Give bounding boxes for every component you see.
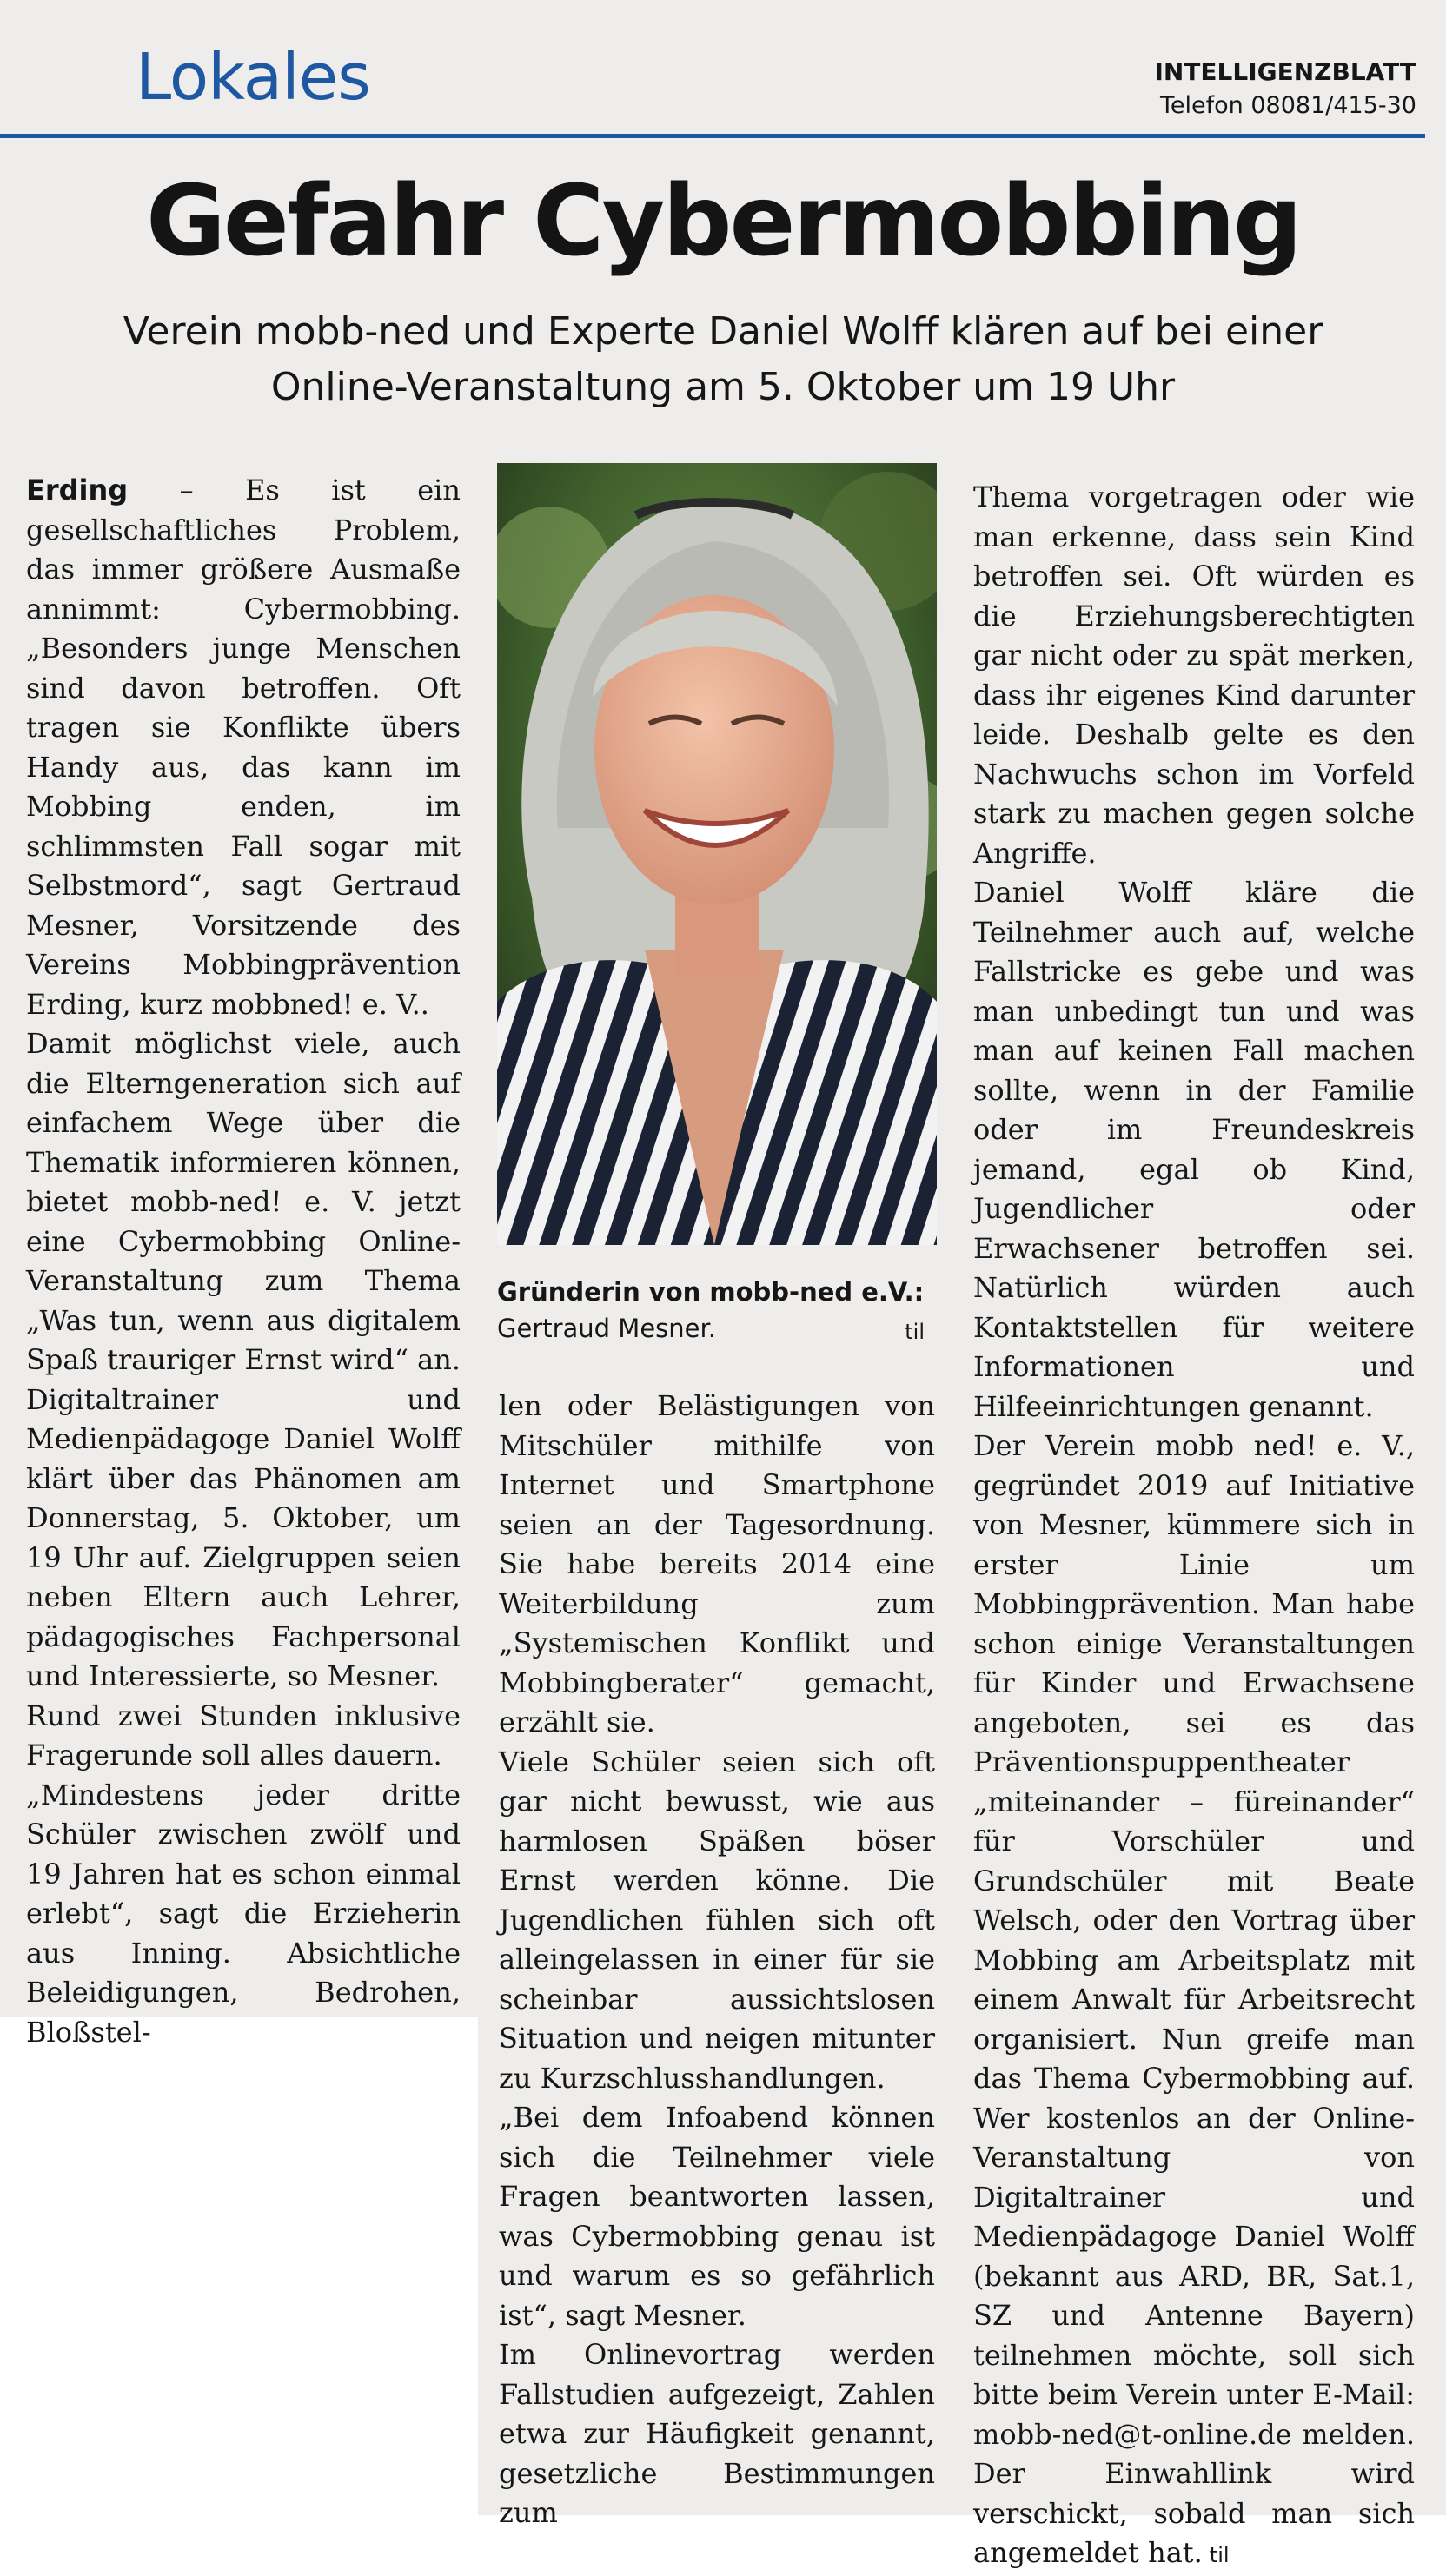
paragraph: Im Onlinevortrag werden Fallstudien aufgezeigt, Zahlen etwa zur Häufigkeit genannt, gesetzliche Bestimmungen zum bbox=[499, 2338, 935, 2529]
subheadline bbox=[17, 304, 1429, 415]
paragraph: Daniel Wolff kläre die Teilnehmer auch auf, welche Fallstricke es gebe und was man unbedingt tun und was man auf keinen Fall machen sollte, wenn in der Familie oder im Freundeskreis jemand, egal ob Kind, Jugendlicher oder Erwachsener betroffen sei. Natürlich würden auch Kontaktstellen für weitere Informationen und Hilfeeinrichtungen genannt. bbox=[973, 876, 1415, 1423]
paragraph bbox=[973, 1427, 1415, 2576]
caption-name: Gertraud Mesner. bbox=[497, 1314, 716, 1343]
portrait-illustration bbox=[497, 463, 937, 1245]
paragraph-text: Der Verein mobb ned! e. V., gegründet 2019 auf Initiative von Mesner, kümmere sich in erster Linie um Mobbingprävention. Man habe schon einige Veranstaltungen für Kinder und Erwachsene angeboten, sei es das Präventionspuppentheater „miteinander – füreinander“ für Vorschüler und Grundschüler mit Beate Welsch, oder den Vortrag über Mobbing am Arbeitsplatz mit einem Anwalt für Arbeitsrecht organisiert. Nun greife man das Thema Cybermobbing auf. Wer kostenlos an der Online-Veranstaltung von Digitaltrainer und Medienpädagoge Daniel Wolff (bekannt aus ARD, BR, Sat.1, SZ und Antenne Bayern) teilnehmen möchte, soll sich bitte beim Verein unter E-Mail: mobb-ned@t-online.de melden. Der Einwahllink wird verschickt, sobald man sich angemeldet hat. bbox=[973, 1429, 1415, 2569]
paragraph: „Mindestens jeder dritte Schüler zwischen zwölf und 19 Jahren hat es schon einmal erlebt“, sagt die Erzieherin aus Inning. Absichtliche Beleidigungen, Bedrohen, Bloßstel- bbox=[26, 1778, 461, 2049]
paragraph: len oder Belästigungen von Mitschüler mithilfe von Internet und Smartphone seien an der Tagesordnung. Sie habe bereits 2014 eine Weiterbildung zum „Systemischen Konflikt und Mobbingberater“ gemacht, erzählt sie. bbox=[499, 1389, 935, 1738]
photo-caption bbox=[497, 1274, 937, 1347]
dateline: Erding bbox=[26, 473, 129, 507]
paragraph: Thema vorgetragen oder wie man erkenne, dass sein Kind betroffen sei. Oft würden es die Erziehungsberechtigten gar nicht oder zu spät merken, dass ihr eigenes Kind darunter leide. Deshalb gelte es den Nachwuchs schon im Vorfeld stark zu machen gegen solche Angriffe. bbox=[973, 480, 1415, 870]
author-credit: til bbox=[1209, 2543, 1230, 2567]
headline: Gefahr Cybermobbing bbox=[145, 165, 1300, 278]
article-column-3 bbox=[973, 478, 1415, 2576]
paragraph: Damit möglichst viele, auch die Elterngeneration sich auf einfachem Wege über die Thematik informieren können, bietet mobb-ned! e. V. jetzt eine Cybermobbing Online-Veranstaltung zum Thema „Was tun, wenn aus digitalem Spaß trauriger Ernst wird“ an. Digitaltrainer und Medienpädagoge Daniel Wolff klärt über das Phänomen am Donnerstag, 5. Oktober, um 19 Uhr auf. Zielgruppen seien neben Eltern auch Lehrer, pädagogisches Fachpersonal und Interessierte, so Mesner. bbox=[26, 1027, 461, 1692]
paragraph bbox=[26, 471, 461, 1024]
header-rule bbox=[0, 134, 1425, 138]
paragraph: Viele Schüler seien sich oft gar nicht bewusst, wie aus harmlosen Späßen böser Ernst werden könne. Die Jugendlichen fühlen sich oft alleingelassen in einer für sie scheinbar aussichtslosen Situation und neigen mitunter zu Kurzschlusshandlungen. bbox=[499, 1745, 935, 2095]
publication-phone: Telefon 08081/415-30 bbox=[1160, 92, 1416, 119]
caption-credit: til bbox=[905, 1320, 925, 1344]
paragraph: Rund zwei Stunden inklusive Fragerunde soll alles dauern. bbox=[26, 1699, 461, 1771]
article-column-1 bbox=[26, 471, 461, 2052]
section-title: Lokales bbox=[136, 40, 370, 115]
subheadline-line-1: Verein mobb-ned und Experte Daniel Wolff klären auf bei einer bbox=[123, 309, 1323, 354]
portrait-photo bbox=[497, 463, 937, 1245]
publication-name: INTELLIGENZBLATT bbox=[1154, 57, 1416, 86]
subheadline-line-2: Online-Veranstaltung am 5. Oktober um 19 Uhr bbox=[270, 365, 1176, 409]
article-column-2 bbox=[499, 1387, 935, 2533]
caption-title: Gründerin von mobb-ned e.V.: bbox=[497, 1277, 925, 1307]
lead-text: – Es ist ein gesellschaftliches Problem, das immer größere Ausmaße annimmt: Cybermobbing. „Besonders junge Menschen sind davon betroffen. Oft tragen sie Konflikte übers Handy aus, das kann im Mobbing enden, im schlimmsten Fall sogar mit Selbstmord“, sagt Gertraud Mesner, Vorsitzende des Vereins Mobbingprävention Erding, kurz mobbned! e. V.. bbox=[26, 473, 461, 1021]
blank-margin bbox=[0, 2017, 478, 2515]
paragraph: „Bei dem Infoabend können sich die Teilnehmer viele Fragen beantworten lassen, was Cybermobbing genau ist und warum es so gefährlich ist“, sagt Mesner. bbox=[499, 2101, 935, 2332]
